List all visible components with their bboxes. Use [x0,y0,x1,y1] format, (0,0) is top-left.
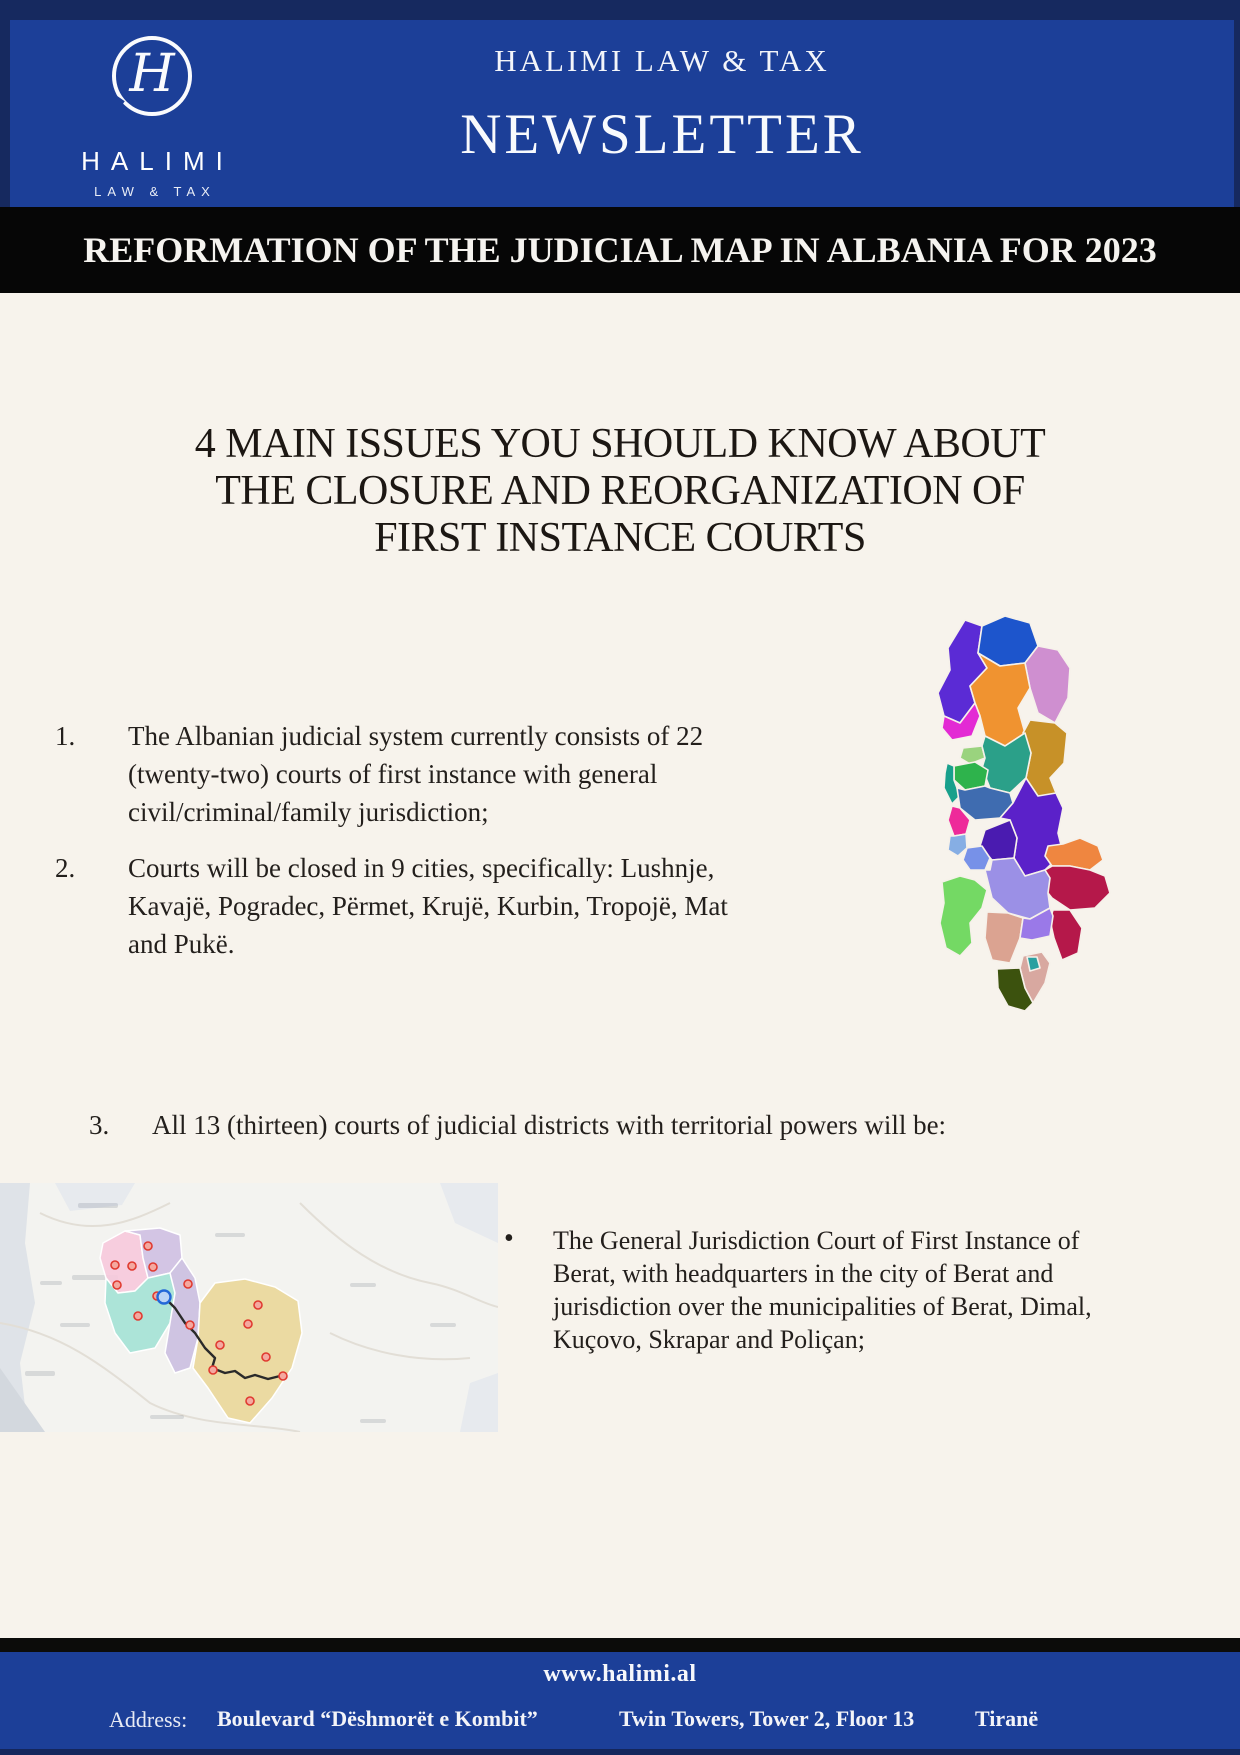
address-label: Address: [109,1707,188,1732]
website-link[interactable]: www.halimi.al [543,1661,697,1687]
albania-districts-map [930,608,1114,1013]
item-text: Courts will be closed in 9 cities, specifically: Lushnje, Kavajë, Pogradec, Përmet, Krujë, Kurbin, Tropojë, Mat and Pukë. [128,853,728,959]
newsletter-title: NEWSLETTER [460,103,864,166]
banner-title: REFORMATION OF THE JUDICIAL MAP IN ALBANIA FOR 2023 [83,230,1157,270]
start-marker [158,1291,171,1304]
banner-title-bar [0,207,1240,293]
bullet-icon: • [504,1223,514,1254]
item-number: 1. [55,721,76,751]
monogram-letter: H [129,44,175,104]
header [0,0,1240,207]
item-number: 2. [55,853,76,883]
address-street: Boulevard “Dëshmorët e Kombit” [217,1706,538,1731]
footer-divider [0,1638,1240,1652]
address-building: Twin Towers, Tower 2, Floor 13 [619,1706,915,1731]
item-text: The Albanian judicial system currently consists of 22 (twenty-two) courts of first instance with general civil/criminal/family jurisdiction; [128,721,704,827]
item-number: 3. [89,1110,110,1140]
footer [0,1652,1240,1755]
item-text: All 13 (thirteen) courts of judicial districts with territorial powers will be: [152,1110,947,1140]
logo-subtitle: LAW & TAX [94,184,216,199]
brand-line: HALIMI LAW & TAX [494,43,830,78]
address-city: Tiranë [975,1706,1039,1731]
logo-name: HALIMI [81,146,234,176]
main-heading: 4 MAIN ISSUES YOU SHOULD KNOW ABOUT THE CLOSURE AND REORGANIZATION OF FIRST INSTANCE COURTS [194,421,1046,561]
berat-region-map [0,1183,498,1432]
bullet-text: The General Jurisdiction Court of First Instance of Berat, with headquarters in the city of Berat and jurisdiction over the municipalities of Berat, Dimal, Kuçovo, Skrapar and Poliçan; [553,1226,1092,1354]
